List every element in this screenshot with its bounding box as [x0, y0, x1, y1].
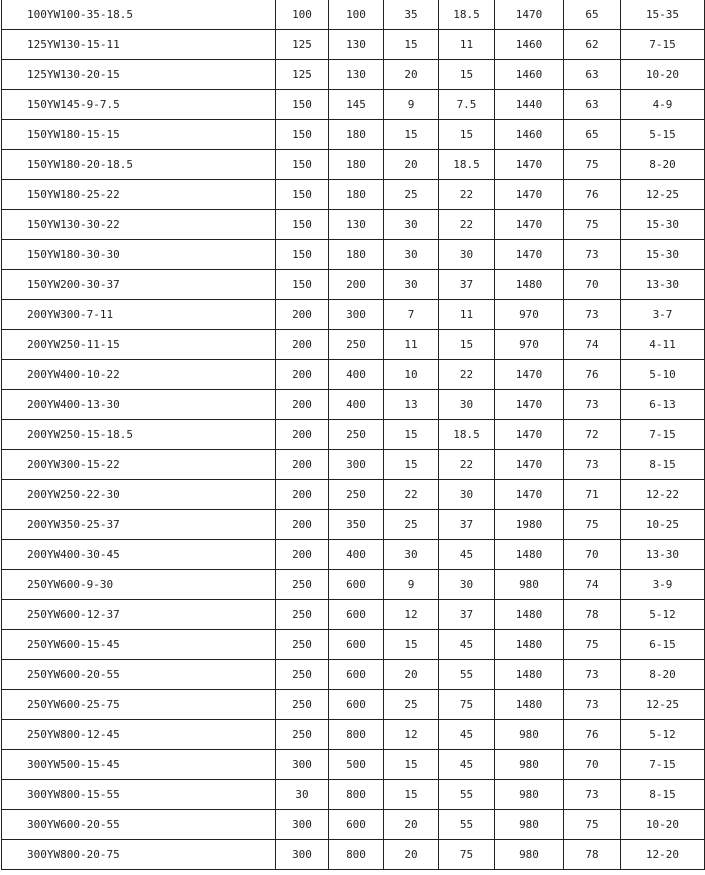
cell-flow: 600: [329, 660, 384, 690]
cell-diameter: 150: [276, 270, 329, 300]
cell-efficiency: 65: [564, 0, 621, 30]
cell-head-range: 5-10: [621, 360, 705, 390]
table-body: [2, 0, 705, 870]
cell-head-range: 12-25: [621, 690, 705, 720]
cell-diameter: 30: [276, 780, 329, 810]
table-row: [2, 420, 705, 450]
cell-efficiency: 76: [564, 360, 621, 390]
table-row: [2, 570, 705, 600]
cell-head-range: 6-15: [621, 630, 705, 660]
cell-model: 200YW250-11-15: [2, 330, 276, 360]
cell-efficiency: 62: [564, 30, 621, 60]
cell-diameter: 300: [276, 750, 329, 780]
cell-flow: 200: [329, 270, 384, 300]
cell-model: 300YW600-20-55: [2, 810, 276, 840]
cell-efficiency: 76: [564, 720, 621, 750]
cell-flow: 250: [329, 480, 384, 510]
cell-flow: 250: [329, 330, 384, 360]
cell-power: 30: [439, 390, 495, 420]
cell-speed: 980: [495, 840, 564, 870]
cell-model: 200YW300-7-11: [2, 300, 276, 330]
cell-speed: 1470: [495, 390, 564, 420]
table-row: [2, 540, 705, 570]
table-row: [2, 450, 705, 480]
cell-flow: 500: [329, 750, 384, 780]
cell-efficiency: 73: [564, 660, 621, 690]
cell-head: 9: [384, 570, 439, 600]
table-row: [2, 240, 705, 270]
cell-head: 15: [384, 750, 439, 780]
cell-model: 250YW600-25-75: [2, 690, 276, 720]
table-row: [2, 840, 705, 870]
cell-model: 200YW350-25-37: [2, 510, 276, 540]
cell-head: 10: [384, 360, 439, 390]
cell-flow: 180: [329, 180, 384, 210]
cell-diameter: 150: [276, 150, 329, 180]
cell-power: 22: [439, 450, 495, 480]
cell-head: 15: [384, 630, 439, 660]
table-row: [2, 90, 705, 120]
cell-flow: 600: [329, 810, 384, 840]
cell-speed: 1480: [495, 600, 564, 630]
cell-power: 75: [439, 690, 495, 720]
cell-flow: 800: [329, 780, 384, 810]
cell-head: 11: [384, 330, 439, 360]
table-row: [2, 390, 705, 420]
cell-head: 15: [384, 450, 439, 480]
cell-efficiency: 75: [564, 810, 621, 840]
cell-speed: 970: [495, 330, 564, 360]
cell-head-range: 10-25: [621, 510, 705, 540]
cell-speed: 1470: [495, 480, 564, 510]
cell-model: 300YW500-15-45: [2, 750, 276, 780]
cell-efficiency: 74: [564, 570, 621, 600]
cell-power: 45: [439, 630, 495, 660]
cell-head-range: 7-15: [621, 30, 705, 60]
table-row: [2, 210, 705, 240]
cell-model: 150YW180-20-18.5: [2, 150, 276, 180]
cell-efficiency: 65: [564, 120, 621, 150]
table-row: [2, 180, 705, 210]
cell-diameter: 200: [276, 540, 329, 570]
table-row: [2, 150, 705, 180]
cell-head-range: 15-30: [621, 240, 705, 270]
cell-head: 20: [384, 810, 439, 840]
cell-flow: 400: [329, 360, 384, 390]
cell-efficiency: 78: [564, 840, 621, 870]
table-row: [2, 480, 705, 510]
cell-efficiency: 76: [564, 180, 621, 210]
cell-speed: 1480: [495, 660, 564, 690]
cell-model: 250YW600-20-55: [2, 660, 276, 690]
cell-diameter: 150: [276, 180, 329, 210]
cell-efficiency: 70: [564, 540, 621, 570]
cell-head: 15: [384, 120, 439, 150]
cell-speed: 1460: [495, 60, 564, 90]
cell-power: 18.5: [439, 420, 495, 450]
cell-head: 30: [384, 270, 439, 300]
cell-flow: 800: [329, 840, 384, 870]
cell-speed: 1470: [495, 180, 564, 210]
cell-efficiency: 75: [564, 150, 621, 180]
cell-flow: 180: [329, 150, 384, 180]
table-row: [2, 300, 705, 330]
cell-head: 15: [384, 780, 439, 810]
cell-speed: 1470: [495, 210, 564, 240]
table-row: [2, 0, 705, 30]
cell-model: 150YW180-30-30: [2, 240, 276, 270]
cell-diameter: 300: [276, 840, 329, 870]
cell-head: 20: [384, 60, 439, 90]
cell-power: 45: [439, 540, 495, 570]
cell-diameter: 150: [276, 120, 329, 150]
table-row: [2, 810, 705, 840]
cell-head-range: 5-15: [621, 120, 705, 150]
cell-power: 37: [439, 270, 495, 300]
cell-head-range: 8-15: [621, 450, 705, 480]
cell-speed: 1980: [495, 510, 564, 540]
cell-head: 30: [384, 210, 439, 240]
cell-speed: 1480: [495, 270, 564, 300]
cell-flow: 180: [329, 120, 384, 150]
cell-power: 22: [439, 210, 495, 240]
cell-model: 150YW180-25-22: [2, 180, 276, 210]
cell-efficiency: 63: [564, 90, 621, 120]
cell-model: 250YW800-12-45: [2, 720, 276, 750]
cell-efficiency: 72: [564, 420, 621, 450]
cell-power: 15: [439, 60, 495, 90]
table-row: [2, 780, 705, 810]
cell-model: 125YW130-15-11: [2, 30, 276, 60]
cell-head: 22: [384, 480, 439, 510]
cell-head-range: 15-30: [621, 210, 705, 240]
cell-model: 150YW130-30-22: [2, 210, 276, 240]
table-row: [2, 750, 705, 780]
cell-power: 30: [439, 480, 495, 510]
cell-flow: 600: [329, 600, 384, 630]
cell-model: 200YW250-15-18.5: [2, 420, 276, 450]
table-row: [2, 720, 705, 750]
cell-speed: 980: [495, 750, 564, 780]
cell-speed: 1470: [495, 360, 564, 390]
cell-head: 25: [384, 180, 439, 210]
cell-head-range: 12-25: [621, 180, 705, 210]
cell-head-range: 10-20: [621, 60, 705, 90]
cell-efficiency: 73: [564, 240, 621, 270]
cell-flow: 100: [329, 0, 384, 30]
cell-model: 200YW250-22-30: [2, 480, 276, 510]
cell-head: 15: [384, 420, 439, 450]
cell-head: 25: [384, 510, 439, 540]
cell-power: 11: [439, 30, 495, 60]
table-row: [2, 360, 705, 390]
table-row: [2, 510, 705, 540]
cell-diameter: 250: [276, 690, 329, 720]
cell-diameter: 200: [276, 360, 329, 390]
table-row: [2, 270, 705, 300]
cell-head-range: 6-13: [621, 390, 705, 420]
table-row: [2, 330, 705, 360]
cell-head-range: 7-15: [621, 750, 705, 780]
cell-diameter: 200: [276, 300, 329, 330]
cell-speed: 1470: [495, 420, 564, 450]
cell-power: 45: [439, 720, 495, 750]
cell-head-range: 3-9: [621, 570, 705, 600]
cell-model: 200YW400-30-45: [2, 540, 276, 570]
cell-flow: 145: [329, 90, 384, 120]
cell-head: 20: [384, 840, 439, 870]
cell-speed: 980: [495, 720, 564, 750]
cell-efficiency: 70: [564, 750, 621, 780]
table-row: [2, 630, 705, 660]
cell-head: 20: [384, 150, 439, 180]
cell-speed: 1480: [495, 690, 564, 720]
cell-power: 30: [439, 570, 495, 600]
cell-head: 30: [384, 540, 439, 570]
cell-head-range: 8-20: [621, 150, 705, 180]
cell-flow: 130: [329, 60, 384, 90]
cell-model: 200YW300-15-22: [2, 450, 276, 480]
cell-model: 150YW200-30-37: [2, 270, 276, 300]
cell-head-range: 13-30: [621, 270, 705, 300]
cell-head-range: 15-35: [621, 0, 705, 30]
cell-power: 22: [439, 360, 495, 390]
cell-speed: 1480: [495, 540, 564, 570]
cell-power: 30: [439, 240, 495, 270]
cell-speed: 980: [495, 570, 564, 600]
cell-head-range: 4-9: [621, 90, 705, 120]
cell-diameter: 200: [276, 420, 329, 450]
cell-diameter: 125: [276, 60, 329, 90]
cell-diameter: 150: [276, 210, 329, 240]
cell-speed: 1470: [495, 0, 564, 30]
cell-head-range: 8-15: [621, 780, 705, 810]
cell-diameter: 150: [276, 90, 329, 120]
cell-flow: 130: [329, 30, 384, 60]
cell-head-range: 12-20: [621, 840, 705, 870]
cell-efficiency: 63: [564, 60, 621, 90]
cell-speed: 1440: [495, 90, 564, 120]
cell-flow: 300: [329, 450, 384, 480]
cell-head-range: 3-7: [621, 300, 705, 330]
cell-speed: 1480: [495, 630, 564, 660]
table-row: [2, 660, 705, 690]
cell-diameter: 200: [276, 450, 329, 480]
cell-model: 125YW130-20-15: [2, 60, 276, 90]
cell-speed: 980: [495, 810, 564, 840]
cell-efficiency: 73: [564, 690, 621, 720]
cell-model: 150YW145-9-7.5: [2, 90, 276, 120]
cell-diameter: 250: [276, 720, 329, 750]
cell-model: 250YW600-9-30: [2, 570, 276, 600]
cell-speed: 1460: [495, 30, 564, 60]
cell-head: 12: [384, 720, 439, 750]
cell-head: 9: [384, 90, 439, 120]
cell-diameter: 200: [276, 480, 329, 510]
cell-head-range: 4-11: [621, 330, 705, 360]
cell-model: 250YW600-15-45: [2, 630, 276, 660]
cell-model: 250YW600-12-37: [2, 600, 276, 630]
cell-model: 300YW800-15-55: [2, 780, 276, 810]
cell-flow: 130: [329, 210, 384, 240]
cell-efficiency: 70: [564, 270, 621, 300]
cell-efficiency: 71: [564, 480, 621, 510]
cell-diameter: 200: [276, 390, 329, 420]
cell-speed: 1460: [495, 120, 564, 150]
table-row: [2, 30, 705, 60]
cell-speed: 1470: [495, 240, 564, 270]
cell-flow: 600: [329, 690, 384, 720]
cell-flow: 400: [329, 540, 384, 570]
cell-power: 37: [439, 510, 495, 540]
cell-head-range: 10-20: [621, 810, 705, 840]
cell-flow: 350: [329, 510, 384, 540]
cell-model: 150YW180-15-15: [2, 120, 276, 150]
table-row: [2, 600, 705, 630]
cell-efficiency: 78: [564, 600, 621, 630]
cell-power: 55: [439, 810, 495, 840]
cell-power: 22: [439, 180, 495, 210]
cell-efficiency: 73: [564, 780, 621, 810]
cell-power: 75: [439, 840, 495, 870]
cell-efficiency: 73: [564, 450, 621, 480]
cell-head: 7: [384, 300, 439, 330]
cell-head-range: 12-22: [621, 480, 705, 510]
cell-power: 37: [439, 600, 495, 630]
table-row: [2, 60, 705, 90]
cell-head: 15: [384, 30, 439, 60]
cell-flow: 600: [329, 570, 384, 600]
cell-diameter: 200: [276, 330, 329, 360]
cell-model: 200YW400-10-22: [2, 360, 276, 390]
cell-flow: 600: [329, 630, 384, 660]
cell-head: 13: [384, 390, 439, 420]
cell-efficiency: 75: [564, 630, 621, 660]
cell-head: 35: [384, 0, 439, 30]
cell-efficiency: 73: [564, 390, 621, 420]
cell-head: 12: [384, 600, 439, 630]
cell-head-range: 7-15: [621, 420, 705, 450]
cell-power: 15: [439, 330, 495, 360]
cell-power: 7.5: [439, 90, 495, 120]
cell-diameter: 150: [276, 240, 329, 270]
cell-power: 55: [439, 780, 495, 810]
pump-spec-table: [1, 0, 705, 870]
cell-diameter: 125: [276, 30, 329, 60]
cell-power: 15: [439, 120, 495, 150]
cell-diameter: 250: [276, 660, 329, 690]
cell-power: 18.5: [439, 0, 495, 30]
cell-flow: 250: [329, 420, 384, 450]
cell-efficiency: 75: [564, 510, 621, 540]
cell-flow: 400: [329, 390, 384, 420]
cell-model: 100YW100-35-18.5: [2, 0, 276, 30]
cell-diameter: 250: [276, 630, 329, 660]
cell-speed: 1470: [495, 150, 564, 180]
cell-head: 25: [384, 690, 439, 720]
table-row: [2, 120, 705, 150]
cell-power: 55: [439, 660, 495, 690]
cell-head-range: 5-12: [621, 720, 705, 750]
cell-model: 200YW400-13-30: [2, 390, 276, 420]
cell-head: 20: [384, 660, 439, 690]
cell-efficiency: 74: [564, 330, 621, 360]
cell-flow: 300: [329, 300, 384, 330]
cell-diameter: 100: [276, 0, 329, 30]
cell-power: 11: [439, 300, 495, 330]
cell-model: 300YW800-20-75: [2, 840, 276, 870]
cell-power: 45: [439, 750, 495, 780]
cell-efficiency: 73: [564, 300, 621, 330]
cell-head-range: 13-30: [621, 540, 705, 570]
cell-diameter: 300: [276, 810, 329, 840]
cell-head-range: 8-20: [621, 660, 705, 690]
cell-speed: 970: [495, 300, 564, 330]
cell-diameter: 200: [276, 510, 329, 540]
cell-diameter: 250: [276, 600, 329, 630]
cell-head: 30: [384, 240, 439, 270]
cell-efficiency: 75: [564, 210, 621, 240]
cell-diameter: 250: [276, 570, 329, 600]
cell-head-range: 5-12: [621, 600, 705, 630]
cell-flow: 800: [329, 720, 384, 750]
cell-speed: 980: [495, 780, 564, 810]
cell-flow: 180: [329, 240, 384, 270]
table-row: [2, 690, 705, 720]
cell-power: 18.5: [439, 150, 495, 180]
cell-speed: 1470: [495, 450, 564, 480]
